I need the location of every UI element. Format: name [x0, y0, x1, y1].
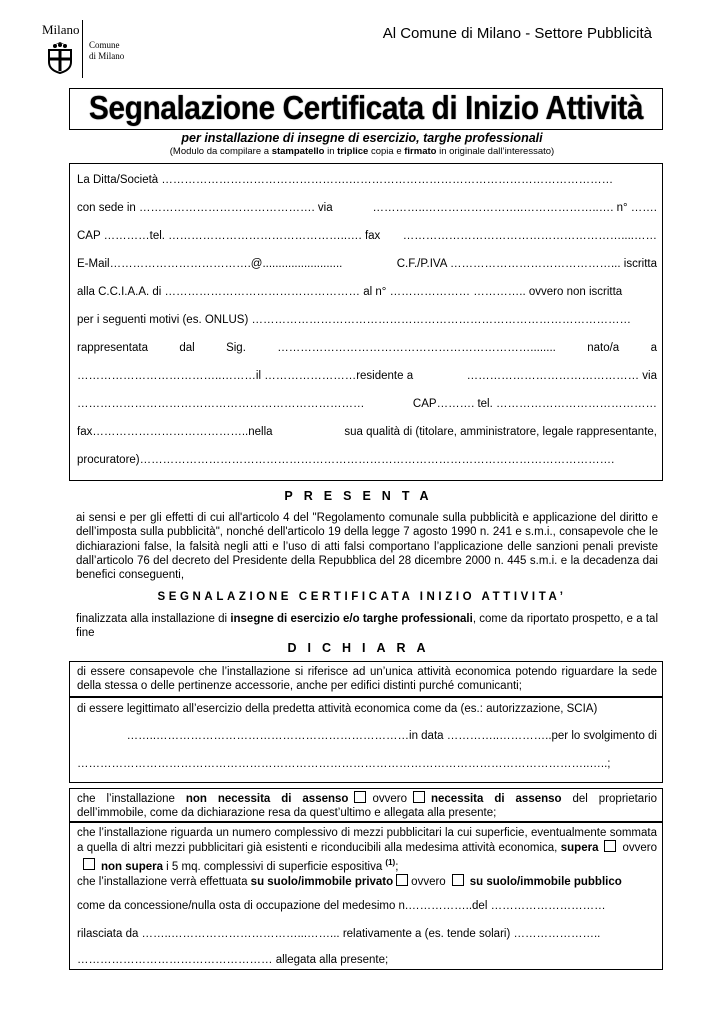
- field-cap-tel-fax[interactable]: CAP …………tel. ………………………………………..…. fax …………………………………………………....……: [77, 230, 657, 242]
- declaration-4-text: che l’installazione riguarda un numero complessivo di mezzi pubblicitari la cui superficie, eventualmente sommata a quella di altri mezzi pubblicitari già esistenti e riconducibili alla medesima attività economica, supera ovveronon supera i 5 mq. complessivi di superficie espositiva $^{(1)}$; che l’installazione verrà effettuata su suolo/immobile privato ovvero su suolo/immobile pubblico: [77, 827, 657, 888]
- field-birth-residence[interactable]: ………………………………..………il ……………………residente a ……………………………………… via: [77, 370, 657, 382]
- declaration-4-field-attached[interactable]: …………………………………………… allegata alla presente;: [77, 954, 389, 966]
- title-box: [69, 88, 663, 130]
- field-reasons[interactable]: per i seguenti motivi (es. ONLUS) ………………………………………………………………………………………: [77, 314, 631, 326]
- applicant-section: [69, 163, 663, 481]
- declaration-4-field-issued-by[interactable]: rilasciata da ……..……………………………...……... relativamente a (es. tende solari) …………………..: [77, 928, 601, 940]
- declaration-2-field-date[interactable]: ……..…………………………………………………………in data …………..…………..per lo svolgimento di: [126, 730, 657, 742]
- field-address-cap-tel[interactable]: ………………………………………………………………… CAP………. tel. ……………………………………: [77, 398, 657, 410]
- scia-heading: SEGNALAZIONE CERTIFICATA INIZIO ATTIVITA’: [157, 591, 567, 603]
- checkbox-supera[interactable]: [604, 840, 616, 852]
- declaration-4-field-concession[interactable]: come da concessione/nulla osta di occupazione del medesimo n.……………..del …………………………: [77, 900, 606, 912]
- field-role-end[interactable]: procuratore)…………………………………………………………………………………………………………….: [77, 454, 615, 466]
- logo-city-text: Milano: [42, 22, 80, 37]
- field-cciaa[interactable]: alla C.C.I.A.A. di …………………………………………… al n° ………………… ………….. ovvero non iscritta: [77, 286, 623, 298]
- instructions-note: (Modulo da compilare a stampatello in triplice copia e firmato in originale dall’interessato): [169, 146, 555, 157]
- field-representative[interactable]: rappresentata dal Sig. …………………………………………………………........ nato/a a: [77, 342, 657, 354]
- declaration-box-1: [69, 661, 663, 697]
- declaration-box-4: [69, 822, 663, 970]
- page-title: Segnalazione Certificata di Inizio Attività: [88, 89, 644, 127]
- declaration-box-3: [69, 788, 663, 822]
- checkbox-private-land[interactable]: [396, 874, 408, 886]
- declaration-2-text: di essere legittimato all’esercizio della predetta attività economica come da (es.: autorizzazione, SCIA): [77, 703, 598, 715]
- scia-body: finalizzata alla installazione di insegne di esercizio e/o targhe professionali, come da riportato prospetto, e a tal fine: [76, 613, 658, 640]
- declaration-1-text: di essere consapevole che l’installazione si riferisce ad un’unica attività economica potendo riguardare la sede della stessa o delle pertinenze accessorie, anche per edifici distinti purché comunicanti;: [77, 666, 657, 693]
- presenta-heading: PRESENTA: [284, 489, 440, 503]
- declaration-3-text: che l’installazione non necessita di assenso ovvero necessita di assenso del proprietario dell’immobile, come da dichiarazione resa da quest’ultimo e allegata alla presente;: [77, 793, 657, 820]
- logo-divider: [82, 20, 83, 78]
- declaration-box-2: [69, 697, 663, 783]
- comune-logo: [38, 18, 138, 80]
- crest-icon: [46, 40, 74, 74]
- addressee: Al Comune di Milano - Settore Pubblicità: [382, 25, 652, 42]
- dichiara-heading: DICHIARA: [287, 641, 437, 655]
- field-email-vat[interactable]: E-Mail……………………………….@......................... C.F./P.IVA ……………………………………... iscritta: [77, 258, 657, 270]
- presenta-body: ai sensi e per gli effetti di cui all'articolo 4 del "Regolamento comunale sulla pubblicità e applicazione del diritto e dell’imposta sulla pubblicità", nonché dell'articolo 19 della legge 7 agosto 1990 n. 241 e s.m.i., consapevole che le dichiarazioni false, la falsità negli atti e l’uso di atti falsi comportano l’applicazione delle sanzioni penali previste dall’articolo 76 del decreto del Presidente della Repubblica del 28 dicembre 2000 n. 445 s.m.i. e la decadenza dai benefici conseguenti,: [76, 512, 658, 582]
- checkbox-non-supera[interactable]: [83, 858, 95, 870]
- checkbox-no-consent[interactable]: [354, 791, 366, 803]
- field-registered-office[interactable]: con sede in ………………………………………. via …………..……………………..………………..…. n° …….: [77, 202, 657, 214]
- checkbox-consent-required[interactable]: [413, 791, 425, 803]
- checkbox-public-land[interactable]: [452, 874, 464, 886]
- subtitle: per installazione di insegne di esercizio, targhe professionali: [181, 131, 543, 145]
- field-fax-role[interactable]: fax…………………………………..nella sua qualità di (titolare, amministratore, legale rappresentante,: [77, 426, 657, 438]
- declaration-2-field-activity[interactable]: ……………………………………………………………………………………………………………………..…..;: [77, 758, 611, 770]
- logo-comune-text: Comune di Milano: [89, 40, 125, 61]
- field-company[interactable]: La Ditta/Società ………………………………………….……………………………………………………………: [77, 174, 614, 186]
